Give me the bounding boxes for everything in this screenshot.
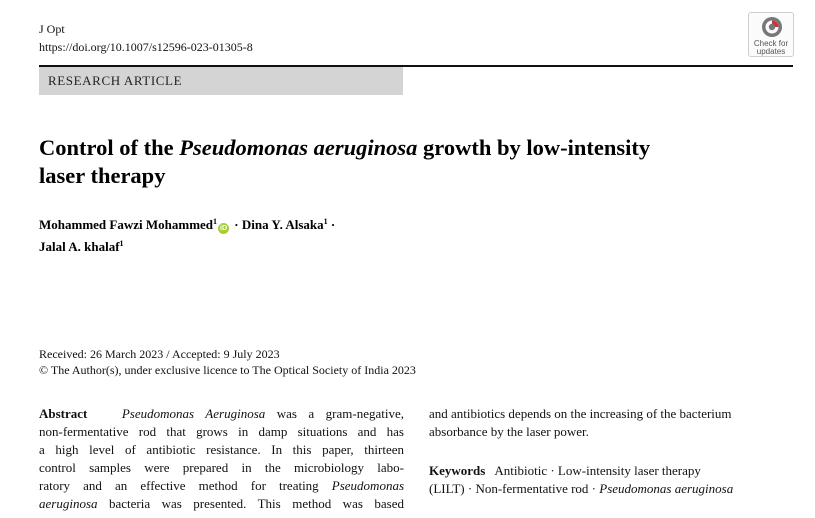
abstract-line: non-fermentative rod that grows in damp situations and has — [39, 424, 404, 439]
title-part2: growth by low-intensity — [417, 135, 651, 160]
abstract-line: absorbance by the laser power. — [429, 424, 589, 439]
abstract-line — [39, 477, 404, 495]
author-2-affiliation: 1 — [323, 217, 328, 226]
author-3-affiliation: 1 — [119, 239, 124, 248]
abstract-italic: aeruginosa — [39, 496, 98, 511]
check-for-updates-icon — [761, 16, 783, 38]
title-italic: Pseudomonas aeruginosa — [179, 135, 418, 160]
copyright-line: © The Author(s), under exclusive licence to The Optical Society of India 2023 — [39, 363, 416, 377]
keywords-italic: Pseudomonas aeruginosa — [599, 481, 734, 496]
title-part1: Control of the — [39, 135, 180, 160]
badge-text-line2: updates — [756, 47, 786, 56]
author-1[interactable]: Mohammed Fawzi Mohammed — [39, 217, 214, 232]
keywords-text: Antibiotic · Low-intensity laser therapy — [494, 463, 701, 478]
abstract-text: was a gram-negative, — [265, 406, 405, 421]
received-accepted-dates: Received: 26 March 2023 / Accepted: 9 July 2023 — [39, 347, 280, 361]
title-line2: laser therapy — [39, 163, 166, 188]
abstract-line: and antibiotics depends on the increasing of the bacterium — [429, 406, 732, 421]
article-title — [39, 134, 759, 190]
abstract-line: control samples were prepared in the microbiology labo- — [39, 460, 404, 475]
abstract-line: a high level of antibiotic resistance. In this paper, thirteen — [39, 442, 404, 457]
abstract-label: Abstract — [39, 406, 88, 421]
keywords-block — [429, 462, 799, 498]
abstract-italic: Pseudomonas Aeruginosa — [121, 406, 266, 421]
keywords-line — [429, 480, 799, 498]
abstract-line — [39, 405, 404, 423]
abstract-text: bacteria was presented. This method was based — [97, 496, 404, 511]
badge-text-line1: Check for — [753, 39, 789, 48]
keywords-line — [429, 462, 799, 480]
journal-name: J Opt — [39, 22, 65, 36]
author-2[interactable]: Dina Y. Alsaka — [241, 217, 324, 232]
abstract-italic: Pseudomonas — [331, 478, 404, 493]
abstract-text: ratory and an effective method for treating — [39, 478, 332, 493]
abstract-left-column — [39, 405, 404, 513]
orcid-icon[interactable]: iD — [220, 225, 228, 232]
author-3[interactable]: Jalal A. khalaf — [39, 239, 120, 254]
abstract-line — [39, 495, 404, 513]
keywords-text: (LILT) · Non-fermentative rod · — [429, 481, 600, 496]
check-for-updates-badge[interactable] — [748, 12, 794, 57]
author-1-affiliation: 1 — [213, 217, 218, 226]
abstract-right-column — [429, 405, 799, 441]
article-type-banner: RESEARCH ARTICLE — [39, 67, 403, 95]
author-separator: · — [231, 217, 242, 232]
doi-link[interactable]: https://doi.org/10.1007/s12596-023-01305-8 — [39, 40, 253, 54]
author-separator: · — [327, 217, 336, 232]
author-list — [39, 212, 559, 256]
keywords-label: Keywords — [429, 463, 486, 478]
